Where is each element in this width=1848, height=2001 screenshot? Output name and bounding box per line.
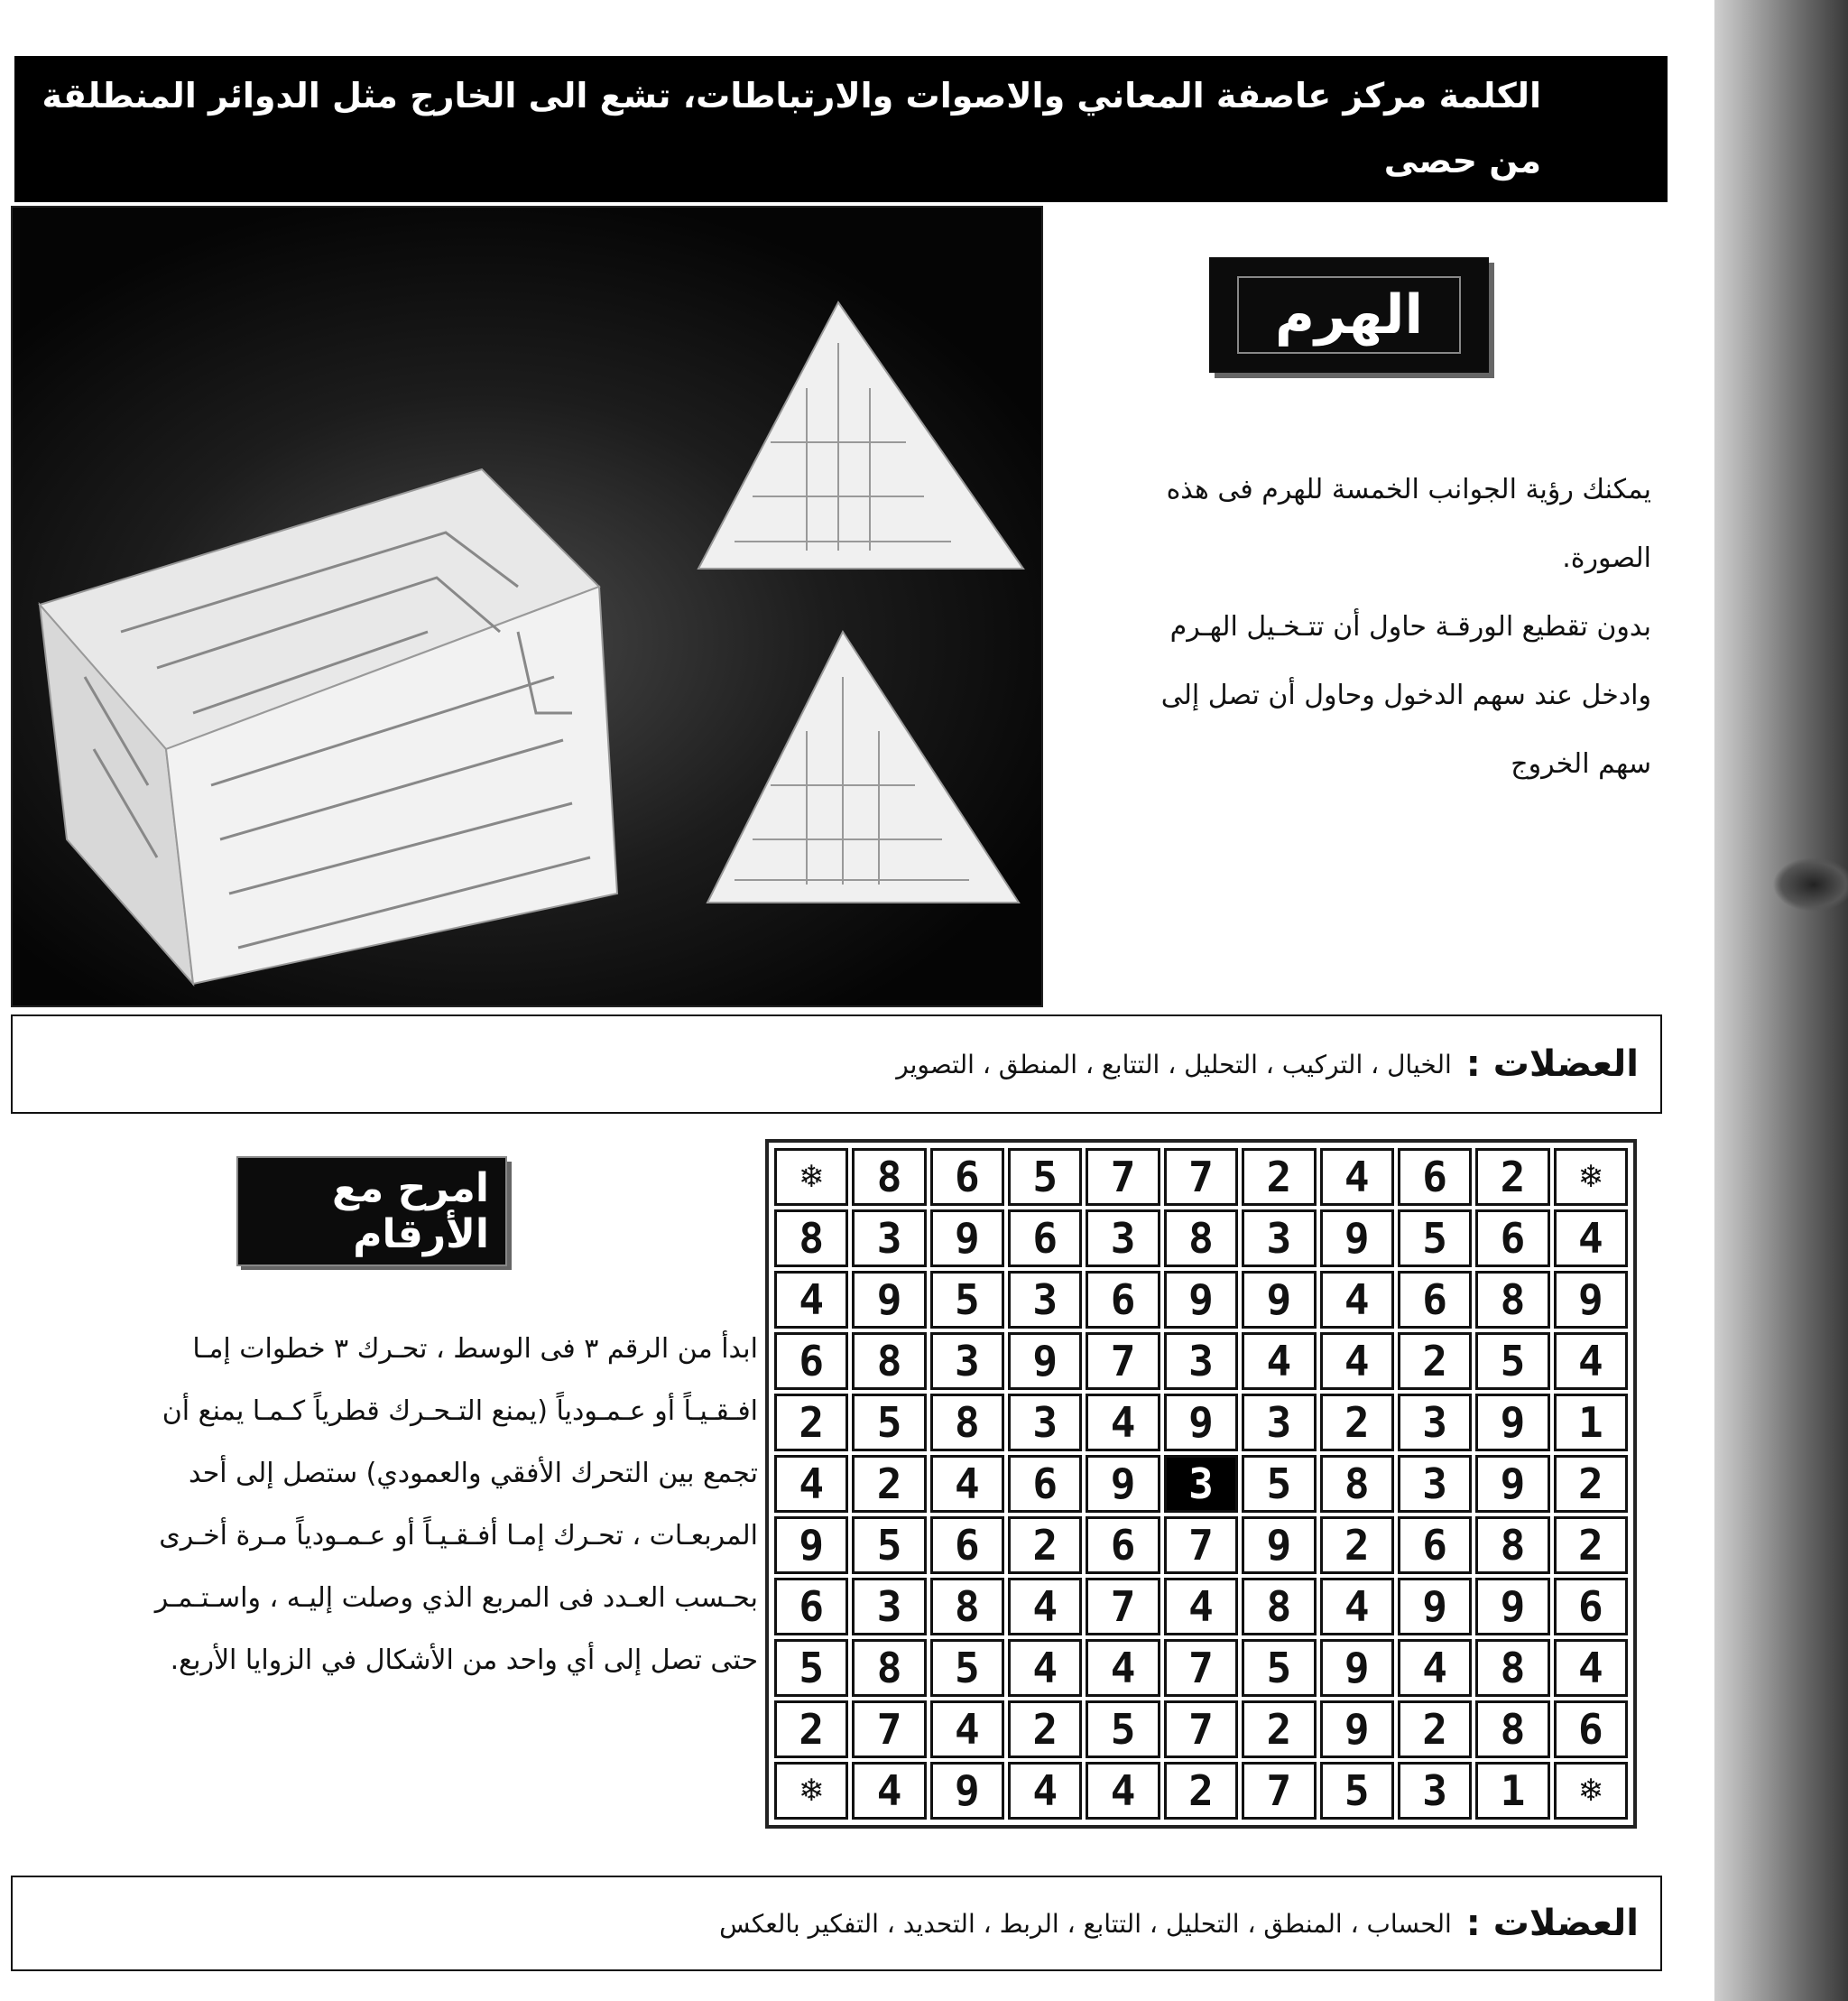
- grid-cell: 4: [930, 1700, 1004, 1758]
- corner-snowflake-icon: ❄: [1554, 1762, 1628, 1820]
- skills-label: العضلات :: [1465, 1043, 1639, 1085]
- grid-cell: 2: [1008, 1700, 1082, 1758]
- grid-cell: 4: [1164, 1578, 1238, 1635]
- grid-cell: 7: [1086, 1332, 1160, 1390]
- quote-banner: [14, 56, 1668, 202]
- grid-cell: 5: [1398, 1209, 1472, 1267]
- grid-cell: 2: [1242, 1148, 1316, 1206]
- instr-line: حتى تصل إلى أي واحد من الأشكال في الزوايا الأربع.: [170, 1644, 758, 1676]
- grid-cell: 2: [774, 1394, 848, 1451]
- grid-cell: 4: [1008, 1578, 1082, 1635]
- grid-cell: 4: [1008, 1762, 1082, 1820]
- grid-cell: 2: [1554, 1516, 1628, 1574]
- grid-cell: 8: [930, 1394, 1004, 1451]
- number-grid-puzzle: [765, 1139, 1637, 1829]
- grid-cell: 7: [1164, 1700, 1238, 1758]
- grid-cell: 6: [1398, 1148, 1472, 1206]
- instr-line: افـقـيـاً أو عـمـودياً (يمنع التـحـرك قطرياً كـمـا يمنع أن: [162, 1395, 758, 1427]
- grid-cell: 9: [1164, 1271, 1238, 1329]
- grid-cell: 9: [1242, 1516, 1316, 1574]
- grid-cell: 8: [1164, 1209, 1238, 1267]
- grid-cell: 2: [1320, 1394, 1394, 1451]
- grid-cell: 3: [852, 1209, 926, 1267]
- grid-cell: 8: [774, 1209, 848, 1267]
- grid-cell: 4: [1398, 1639, 1472, 1697]
- grid-cell: 5: [774, 1639, 848, 1697]
- grid-cell: 4: [852, 1762, 926, 1820]
- grid-cell: 4: [1554, 1332, 1628, 1390]
- grid-cell: 4: [1086, 1639, 1160, 1697]
- grid-cell: 4: [1320, 1578, 1394, 1635]
- grid-cell: 5: [1008, 1148, 1082, 1206]
- grid-cell: 7: [1164, 1639, 1238, 1697]
- number-grid: [774, 1148, 1628, 1820]
- corner-snowflake-icon: ❄: [774, 1762, 848, 1820]
- grid-cell: 7: [1086, 1148, 1160, 1206]
- grid-cell: 2: [1242, 1700, 1316, 1758]
- grid-cell: 8: [1475, 1271, 1549, 1329]
- grid-cell: 3: [1398, 1762, 1472, 1820]
- skills-text: الخيال ، التركيب ، التحليل ، التتابع ، المنطق ، التصوير: [896, 1049, 1452, 1079]
- grid-cell: 5: [930, 1639, 1004, 1697]
- pyramid-title: [1209, 257, 1489, 373]
- grid-cell: 6: [1086, 1271, 1160, 1329]
- grid-cell: 6: [930, 1516, 1004, 1574]
- grid-cell: 9: [1475, 1578, 1549, 1635]
- grid-cell: 7: [1242, 1762, 1316, 1820]
- pyramid-title-text: الهرم: [1237, 276, 1461, 354]
- grid-cell: 9: [1086, 1455, 1160, 1513]
- grid-cell: 9: [1320, 1700, 1394, 1758]
- instr-line: المربعـات ، تحـرك إمـا أفـقـيـاً أو عـمـودياً مـرة أخـرى: [159, 1520, 758, 1552]
- desc-line: يمكنك رؤية الجوانب الخمسة للهرم فى هذه: [1166, 474, 1651, 505]
- banner-line-1: الكلمة مركز عاصفة المعاني والاصوات والارتباطات، تشع الى الخارج مثل الدوائر المنطلقة من حصى: [42, 76, 1541, 181]
- grid-cell: 7: [1164, 1516, 1238, 1574]
- grid-cell: 6: [1554, 1700, 1628, 1758]
- grid-cell: 5: [1086, 1700, 1160, 1758]
- grid-cell: 3: [1008, 1394, 1082, 1451]
- grid-cell: 6: [1008, 1209, 1082, 1267]
- grid-cell: 9: [930, 1209, 1004, 1267]
- grid-cell: 7: [1086, 1578, 1160, 1635]
- grid-cell: 1: [1554, 1394, 1628, 1451]
- grid-cell: 9: [852, 1271, 926, 1329]
- grid-cell: 7: [852, 1700, 926, 1758]
- grid-cell: 4: [1086, 1762, 1160, 1820]
- grid-cell: 6: [1475, 1209, 1549, 1267]
- grid-cell: 2: [1008, 1516, 1082, 1574]
- corner-snowflake-icon: ❄: [774, 1148, 848, 1206]
- numbers-title: [236, 1157, 507, 1265]
- grid-cell: 7: [1164, 1148, 1238, 1206]
- corner-snowflake-icon: ❄: [1554, 1148, 1628, 1206]
- grid-cell: 2: [774, 1700, 848, 1758]
- grid-cell: 3: [1164, 1332, 1238, 1390]
- grid-cell: 5: [1242, 1639, 1316, 1697]
- instr-line: بحـسب العـدد فى المربع الذي وصلت إليـه ، واسـتـمـر: [154, 1582, 758, 1614]
- skills-box-1: [11, 1014, 1662, 1114]
- grid-cell: 4: [774, 1271, 848, 1329]
- grid-cell: 9: [930, 1762, 1004, 1820]
- desc-line: بدون تقطيع الورقـة حاول أن تتـخـيل الهـرم: [1169, 611, 1651, 643]
- numbers-title-text: امرح مع الأرقام: [236, 1156, 507, 1266]
- grid-cell: 3: [930, 1332, 1004, 1390]
- grid-cell: 5: [852, 1516, 926, 1574]
- grid-cell: 6: [774, 1578, 848, 1635]
- grid-cell: 9: [1398, 1578, 1472, 1635]
- grid-cell: 3: [1242, 1394, 1316, 1451]
- grid-cell: 8: [1242, 1578, 1316, 1635]
- grid-cell: 8: [930, 1578, 1004, 1635]
- grid-cell: 2: [1398, 1332, 1472, 1390]
- grid-cell: 6: [774, 1332, 848, 1390]
- grid-cell: 6: [1008, 1455, 1082, 1513]
- grid-cell: 9: [1164, 1394, 1238, 1451]
- numbers-instructions: [9, 1318, 758, 1691]
- grid-cell: 9: [1242, 1271, 1316, 1329]
- grid-cell: 4: [1320, 1148, 1394, 1206]
- desc-line: وادخل عند سهم الدخول وحاول أن تصل إلى: [1160, 680, 1651, 711]
- grid-cell: 3: [852, 1578, 926, 1635]
- grid-cell: 2: [1398, 1700, 1472, 1758]
- grid-cell: 5: [1475, 1332, 1549, 1390]
- grid-cell: 2: [1164, 1762, 1238, 1820]
- grid-cell: 5: [1242, 1455, 1316, 1513]
- grid-cell: 4: [1554, 1639, 1628, 1697]
- grid-cell: 4: [774, 1455, 848, 1513]
- decorative-face-photo: [1714, 0, 1848, 2001]
- grid-cell: 8: [1475, 1700, 1549, 1758]
- grid-cell: 6: [1398, 1271, 1472, 1329]
- grid-cell: 5: [1320, 1762, 1394, 1820]
- grid-cell: 4: [1320, 1332, 1394, 1390]
- grid-cell: 8: [1475, 1639, 1549, 1697]
- grid-cell: 9: [1475, 1394, 1549, 1451]
- grid-cell: 8: [852, 1639, 926, 1697]
- skills-label: العضلات :: [1465, 1903, 1639, 1944]
- grid-cell: 2: [1475, 1148, 1549, 1206]
- grid-cell: 4: [1008, 1639, 1082, 1697]
- grid-cell: 9: [1554, 1271, 1628, 1329]
- pyramid-description: [1056, 456, 1651, 799]
- skills-text: الحساب ، المنطق ، التحليل ، التتابع ، الربط ، التحديد ، التفكير بالعكس: [719, 1908, 1452, 1939]
- grid-cell: 3: [1086, 1209, 1160, 1267]
- grid-cell: 3: [1398, 1394, 1472, 1451]
- instr-line: ابدأ من الرقم ٣ فى الوسط ، تحـرك ٣ خطوات إمـا: [192, 1333, 758, 1365]
- desc-line: سهم الخروج: [1511, 748, 1651, 780]
- grid-cell: 2: [1554, 1455, 1628, 1513]
- grid-cell: 3: [1008, 1271, 1082, 1329]
- grid-cell: 2: [852, 1455, 926, 1513]
- grid-cell: 8: [1320, 1455, 1394, 1513]
- grid-cell: 4: [1320, 1271, 1394, 1329]
- grid-cell: 4: [1242, 1332, 1316, 1390]
- pyramid-maze-image: [11, 206, 1043, 1007]
- grid-cell: 9: [1320, 1209, 1394, 1267]
- grid-cell: 4: [1086, 1394, 1160, 1451]
- grid-cell: 3: [1398, 1455, 1472, 1513]
- skills-box-2: [11, 1876, 1662, 1971]
- grid-cell: 8: [852, 1148, 926, 1206]
- grid-cell: 6: [1086, 1516, 1160, 1574]
- grid-cell: 4: [930, 1455, 1004, 1513]
- desc-line: الصورة.: [1562, 542, 1651, 574]
- instr-line: تجمع بين التحرك الأفقي والعمودي) ستصل إلى أحد: [188, 1458, 758, 1489]
- grid-cell: 6: [1398, 1516, 1472, 1574]
- grid-cell: 1: [1475, 1762, 1549, 1820]
- grid-cell: 3: [1164, 1455, 1238, 1513]
- grid-cell: 5: [852, 1394, 926, 1451]
- grid-cell: 3: [1242, 1209, 1316, 1267]
- grid-cell: 9: [1008, 1332, 1082, 1390]
- grid-cell: 6: [930, 1148, 1004, 1206]
- grid-cell: 2: [1320, 1516, 1394, 1574]
- grid-cell: 4: [1554, 1209, 1628, 1267]
- grid-cell: 9: [774, 1516, 848, 1574]
- grid-cell: 8: [852, 1332, 926, 1390]
- pyramid-maze-illustration: [13, 208, 1041, 1005]
- grid-cell: 9: [1475, 1455, 1549, 1513]
- grid-cell: 5: [930, 1271, 1004, 1329]
- grid-cell: 8: [1475, 1516, 1549, 1574]
- grid-cell: 6: [1554, 1578, 1628, 1635]
- grid-cell: 9: [1320, 1639, 1394, 1697]
